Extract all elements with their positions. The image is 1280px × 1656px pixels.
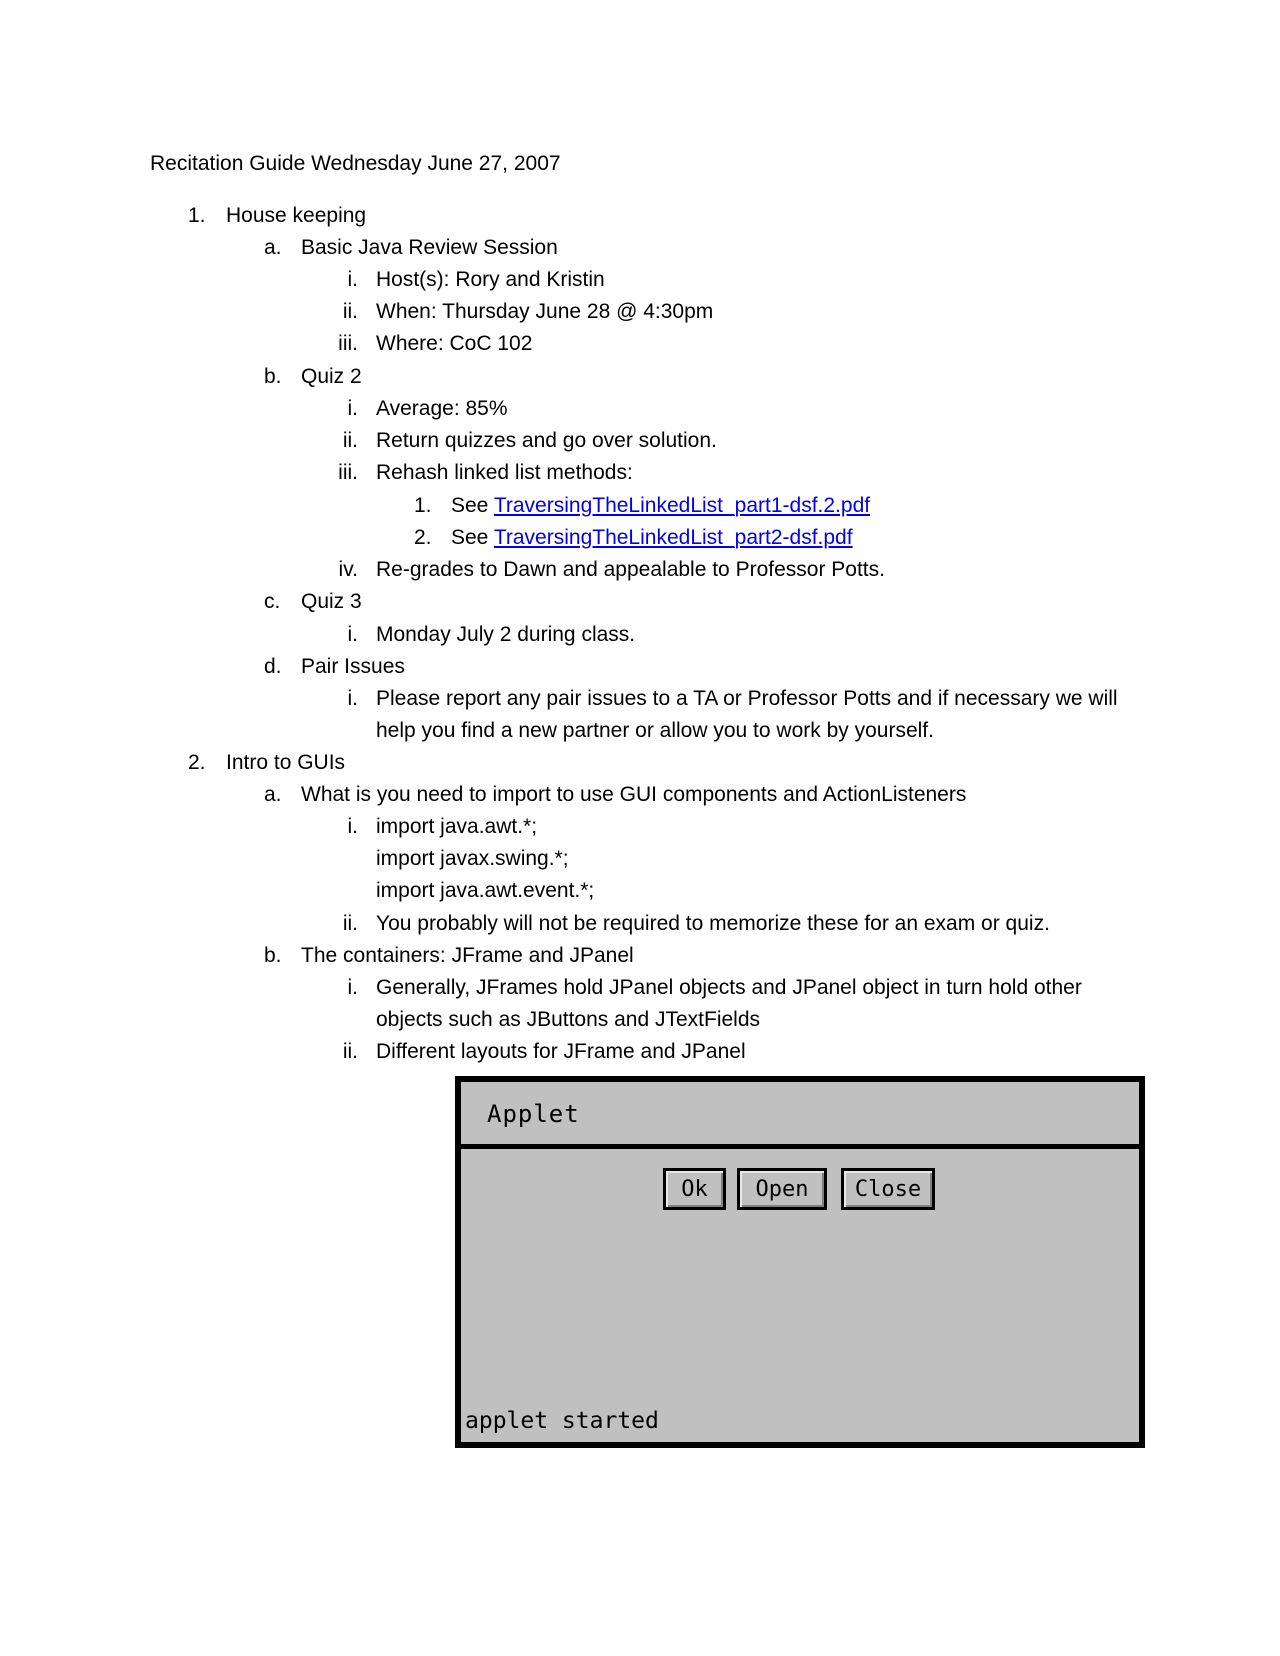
list-item: You probably will not be required to memorize these for an exam or quiz. <box>376 912 1050 935</box>
list-marker: iv. <box>338 558 358 581</box>
list-item <box>451 525 853 551</box>
code-line: import java.awt.*; <box>376 815 538 838</box>
list-item: Quiz 2 <box>301 365 362 388</box>
list-marker: ii. <box>342 912 358 935</box>
code-line: import javax.swing.*; <box>376 847 569 870</box>
list-marker: c. <box>264 590 281 613</box>
list-item: Re-grades to Dawn and appealable to Professor Potts. <box>376 558 885 581</box>
list-marker: a. <box>264 783 282 806</box>
list-item: Monday July 2 during class. <box>376 623 636 646</box>
applet-title-bar <box>461 1082 1139 1149</box>
list-marker: i. <box>347 687 358 710</box>
list-item-continuation: objects such as JButtons and JTextFields <box>376 1008 761 1031</box>
list-marker: 1. <box>414 494 432 517</box>
list-marker: 2. <box>188 751 206 774</box>
list-marker: i. <box>347 815 358 838</box>
list-marker: iii. <box>338 461 358 484</box>
page-title: Recitation Guide Wednesday June 27, 2007 <box>150 152 561 175</box>
close-button[interactable]: Close <box>841 1168 935 1210</box>
list-item: Host(s): Rory and Kristin <box>376 268 605 291</box>
list-marker: b. <box>264 365 282 388</box>
list-item: Different layouts for JFrame and JPanel <box>376 1040 746 1063</box>
list-marker: ii. <box>342 1040 358 1063</box>
list-marker: i. <box>347 397 358 420</box>
list-item: Quiz 3 <box>301 590 362 613</box>
ok-button[interactable]: Ok <box>663 1168 726 1210</box>
list-marker: a. <box>264 236 282 259</box>
list-item: Please report any pair issues to a TA or Professor Potts and if necessary we will <box>376 687 1118 710</box>
see-label: See <box>451 526 494 549</box>
list-marker: d. <box>264 655 282 678</box>
open-button[interactable]: Open <box>737 1168 827 1210</box>
list-marker: b. <box>264 944 282 967</box>
list-item: Rehash linked list methods: <box>376 461 633 484</box>
list-marker: 2. <box>414 526 432 549</box>
pdf-link-part2[interactable]: TraversingTheLinkedList_part2-dsf.pdf <box>493 526 853 549</box>
applet-status-text: applet started <box>465 1408 659 1434</box>
section-heading: Intro to GUIs <box>226 751 346 774</box>
list-marker: i. <box>347 268 358 291</box>
list-item <box>451 493 870 519</box>
list-item: Basic Java Review Session <box>301 236 558 259</box>
list-marker: ii. <box>342 429 358 452</box>
list-item: Return quizzes and go over solution. <box>376 429 717 452</box>
list-item: Generally, JFrames hold JPanel objects and JPanel object in turn hold other <box>376 976 1082 999</box>
list-marker: i. <box>347 623 358 646</box>
see-label: See <box>451 494 494 517</box>
applet-window <box>455 1076 1145 1448</box>
list-marker: i. <box>347 976 358 999</box>
list-marker: iii. <box>338 332 358 355</box>
list-item-continuation: help you find a new partner or allow you to work by yourself. <box>376 719 934 742</box>
code-line: import java.awt.event.*; <box>376 879 595 902</box>
list-item: When: Thursday June 28 @ 4:30pm <box>376 300 714 323</box>
list-marker: 1. <box>188 204 206 227</box>
list-item: Pair Issues <box>301 655 405 678</box>
list-item: What is you need to import to use GUI components and ActionListeners <box>301 783 967 806</box>
list-item: Average: 85% <box>376 397 508 420</box>
list-item: Where: CoC 102 <box>376 332 533 355</box>
list-item: The containers: JFrame and JPanel <box>301 944 634 967</box>
list-marker: ii. <box>342 300 358 323</box>
applet-title: Applet <box>487 1100 580 1128</box>
section-heading: House keeping <box>226 204 367 227</box>
pdf-link-part1[interactable]: TraversingTheLinkedList_part1-dsf.2.pdf <box>493 494 871 517</box>
